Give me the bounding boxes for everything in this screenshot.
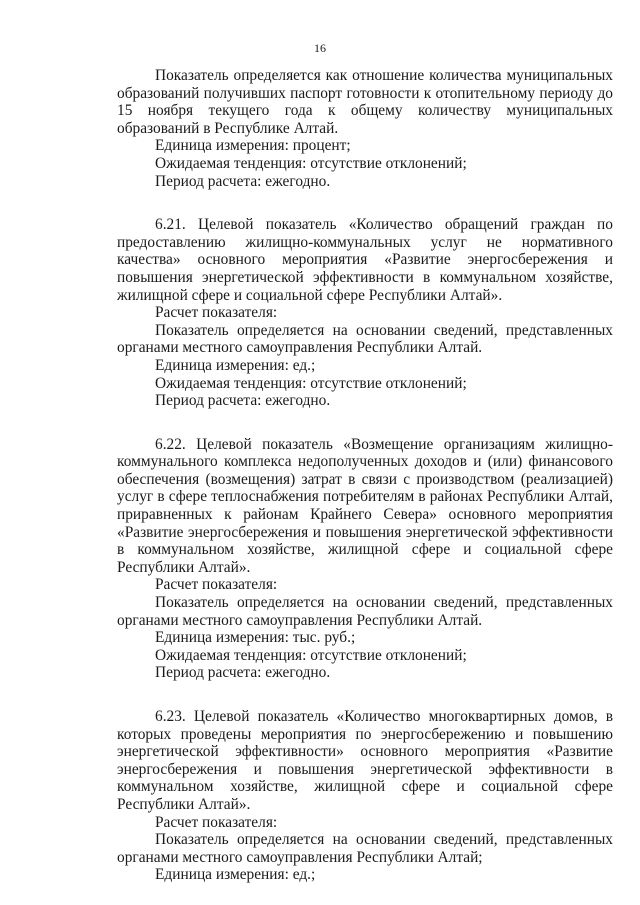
line-unit: Единица измерения: ед.; — [155, 866, 316, 884]
line-unit: Единица измерения: ед.; — [155, 356, 316, 374]
paragraph-calculation-method: Показатель определяется на основании сведений, представленных органами местного самоуправления Республики Алтай; — [117, 831, 613, 866]
line-unit: Единица измерения: тыс. руб.; — [155, 629, 356, 647]
line-tendency: Ожидаемая тенденция: отсутствие отклонений; — [155, 374, 467, 392]
paragraph-indicator-6-23: 6.23. Целевой показатель «Количество многоквартирных домов, в которых проведены мероприятия по энергосбережению и повышению энергетической эффективности» основного мероприятия «Развитие энергосбережения и повышения энергетической эффективности в коммунальном хозяйстве, жилищной сфере и социальной сфере Республики Алтай». — [117, 708, 613, 813]
line-period: Период расчета: ежегодно. — [155, 664, 331, 682]
line-period: Период расчета: ежегодно. — [155, 172, 331, 190]
paragraph-calculation-method: Показатель определяется как отношение количества муниципальных образований получивших паспорт готовности к отопительному периоду до 15 ноября текущего года к общему количеству муниципальных образований в Республике Алтай. — [117, 67, 613, 137]
line-unit: Единица измерения: процент; — [155, 137, 351, 155]
paragraph-calculation-method: Показатель определяется на основании сведений, представленных органами местного самоуправления Республики Алтай. — [117, 594, 613, 629]
paragraph-indicator-6-21: 6.21. Целевой показатель «Количество обращений граждан по предоставлению жилищно-коммунальных услуг не нормативного качества» основного мероприятия «Развитие энергосбережения и повышения энергетической эффективности в коммунальном хозяйстве, жилищной сфере и социальной сфере Республики Алтай». — [117, 216, 613, 304]
line-tendency: Ожидаемая тенденция: отсутствие отклонений; — [155, 646, 467, 664]
section-spacer — [117, 682, 613, 708]
page-number: 16 — [314, 41, 326, 55]
document-body — [117, 67, 613, 884]
section-spacer — [117, 410, 613, 436]
paragraph-calculation-method: Показатель определяется на основании сведений, представленных органами местного самоуправления Республики Алтай. — [117, 321, 613, 357]
section-spacer — [117, 190, 613, 216]
line-period: Период расчета: ежегодно. — [155, 392, 331, 410]
line-tendency: Ожидаемая тенденция: отсутствие отклонений; — [155, 154, 467, 172]
line-calculation-label: Расчет показателя: — [155, 813, 278, 831]
line-calculation-label: Расчет показателя: — [155, 576, 278, 594]
line-calculation-label: Расчет показателя: — [155, 304, 278, 322]
paragraph-indicator-6-22: 6.22. Целевой показатель «Возмещение организациям жилищно-коммунального комплекса недополученных доходов и (или) финансового обеспечения (возмещения) затрат в связи с производством (реализацией) услуг в сфере теплоснабжения потребителям в районах Республики Алтай, приравненных к районам Крайнего Севера» основного мероприятия «Развитие энергосбережения и повышения энергетической эффективности в коммунальном хозяйстве, жилищной сфере и социальной сфере Республики Алтай». — [117, 435, 613, 576]
